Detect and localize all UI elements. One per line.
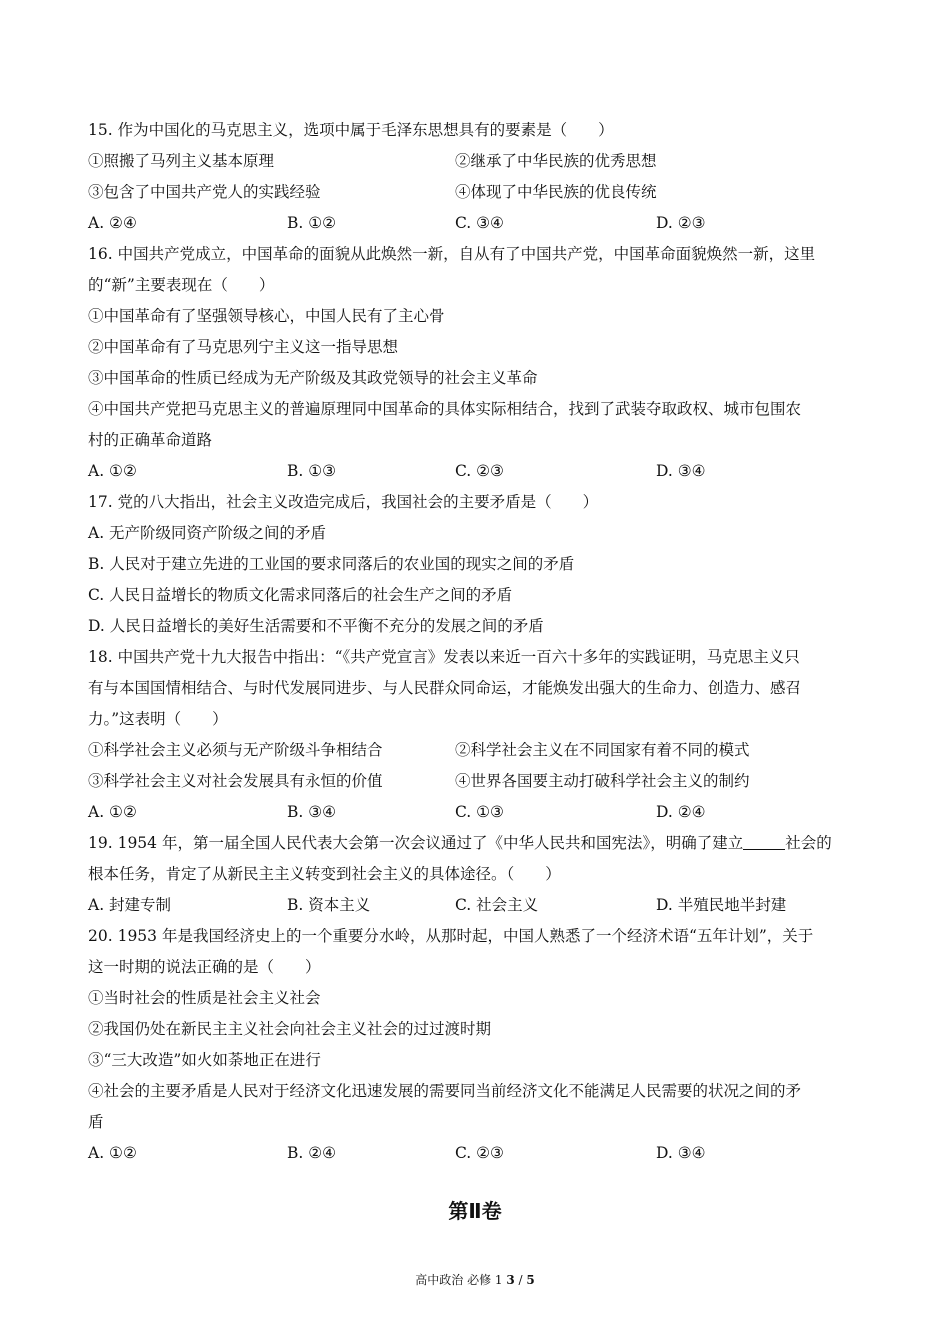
q18-item-2: ②科学社会主义在不同国家有着不同的模式 [455, 741, 750, 759]
footer-separator: / [514, 1273, 527, 1287]
q18-option-b[interactable]: B. ③④ [287, 803, 337, 821]
q20-option-d[interactable]: D. ③④ [656, 1144, 706, 1162]
q16-option-d[interactable]: D. ③④ [656, 462, 706, 480]
q15-items-row2 [88, 177, 868, 208]
q19-answer-blank[interactable] [743, 834, 785, 851]
q17-option-a[interactable]: A. 无产阶级同资产阶级之间的矛盾 [88, 524, 327, 542]
q18-options [88, 797, 868, 828]
q19-stem-part2: 社会的 [785, 834, 832, 852]
q16-option-a[interactable]: A. ①② [88, 462, 137, 480]
q15-option-c[interactable]: C. ③④ [455, 214, 504, 232]
q19-option-c[interactable]: C. 社会主义 [455, 896, 539, 914]
q15-item-3: ③包含了中国共产党人的实践经验 [88, 183, 321, 201]
q18-option-c[interactable]: C. ①③ [455, 803, 504, 821]
footer-page-total: 5 [526, 1273, 535, 1287]
q18-item-1: ①科学社会主义必须与无产阶级斗争相结合 [88, 741, 383, 759]
q18-items-row2 [88, 766, 868, 797]
q16-item-3: ③中国革命的性质已经成为无产阶级及其政党领导的社会主义革命 [88, 369, 538, 387]
q20-option-b[interactable]: B. ②④ [287, 1144, 337, 1162]
q20-item-4-line2: 盾 [88, 1113, 104, 1131]
q18-stem-line3: 力。”这表明（ ） [88, 710, 228, 728]
q17-option-d[interactable]: D. 人民日益增长的美好生活需要和不平衡不充分的发展之间的矛盾 [88, 617, 544, 635]
q19-stem-line2: 根本任务，肯定了从新民主主义转变到社会主义的具体途径。（ ） [88, 865, 561, 883]
q16-option-b[interactable]: B. ①③ [287, 462, 337, 480]
footer-page-number: 3 [506, 1273, 515, 1287]
q16-stem-line1: 16. 中国共产党成立，中国革命的面貌从此焕然一新，自从有了中国共产党，中国革命面貌焕然一新，这里 [88, 245, 816, 263]
q19-option-d[interactable]: D. 半殖民地半封建 [656, 896, 787, 914]
q18-option-d[interactable]: D. ②④ [656, 803, 706, 821]
q16-option-c[interactable]: C. ②③ [455, 462, 504, 480]
q20-option-c[interactable]: C. ②③ [455, 1144, 504, 1162]
q19-options [88, 890, 868, 921]
q15-item-1: ①照搬了马列主义基本原理 [88, 152, 275, 170]
q20-option-a[interactable]: A. ①② [88, 1144, 137, 1162]
q18-option-a[interactable]: A. ①② [88, 803, 137, 821]
q16-item-4-line1: ④中国共产党把马克思主义的普遍原理同中国革命的具体实际相结合，找到了武装夺取政权、城市包围农 [88, 400, 802, 418]
q16-stem-line2: 的“新”主要表现在（ ） [88, 276, 275, 294]
q16-options [88, 456, 868, 487]
footer-prefix: 高中政治 必修 1 [415, 1273, 507, 1287]
q20-options [88, 1138, 868, 1169]
page-footer [0, 1270, 950, 1290]
q15-option-d[interactable]: D. ②③ [656, 214, 706, 232]
q17-stem: 17. 党的八大指出，社会主义改造完成后，我国社会的主要矛盾是（ ） [88, 493, 599, 511]
q19-option-a[interactable]: A. 封建专制 [88, 896, 172, 914]
q18-stem-line1: 18. 中国共产党十九大报告中指出：“《共产党宣言》发表以来近一百六十多年的实践证明，马克思主义只 [88, 648, 800, 666]
q15-stem: 15. 作为中国化的马克思主义，选项中属于毛泽东思想具有的要素是（ ） [88, 121, 614, 139]
q19-stem-part1: 19. 1954 年，第一届全国人民代表大会第一次会议通过了《中华人民共和国宪法》，明确了建立 [88, 834, 744, 852]
q15-item-4: ④体现了中华民族的优良传统 [455, 183, 657, 201]
q20-item-4-line1: ④社会的主要矛盾是人民对于经济文化迅速发展的需要同当前经济文化不能满足人民需要的状况之间的矛 [88, 1082, 802, 1100]
q20-item-1: ①当时社会的性质是社会主义社会 [88, 989, 321, 1007]
q15-option-a[interactable]: A. ②④ [88, 214, 137, 232]
q15-items-row1 [88, 146, 868, 177]
q16-item-1: ①中国革命有了坚强领导核心，中国人民有了主心骨 [88, 307, 445, 325]
q15-options [88, 208, 868, 239]
q18-items-row1 [88, 735, 868, 766]
q18-item-4: ④世界各国要主动打破科学社会主义的制约 [455, 772, 750, 790]
q18-stem-line2: 有与本国国情相结合、与时代发展同进步、与人民群众同命运，才能焕发出强大的生命力、创造力、感召 [88, 679, 802, 697]
q18-item-3: ③科学社会主义对社会发展具有永恒的价值 [88, 772, 383, 790]
section-title: 第Ⅱ卷 [448, 1199, 502, 1223]
q15-option-b[interactable]: B. ①② [287, 214, 337, 232]
q17-option-c[interactable]: C. 人民日益增长的物质文化需求同落后的社会生产之间的矛盾 [88, 586, 513, 604]
q16-item-2: ②中国革命有了马克思列宁主义这一指导思想 [88, 338, 399, 356]
q15-item-2: ②继承了中华民族的优秀思想 [455, 152, 657, 170]
q19-stem-line1 [88, 828, 868, 859]
q16-item-4-line2: 村的正确革命道路 [88, 431, 213, 449]
q20-item-2: ②我国仍处在新民主主义社会向社会主义社会的过过渡时期 [88, 1020, 492, 1038]
q19-option-b[interactable]: B. 资本主义 [287, 896, 371, 914]
q17-option-b[interactable]: B. 人民对于建立先进的工业国的要求同落后的农业国的现实之间的矛盾 [88, 555, 575, 573]
q20-stem-line1: 20. 1953 年是我国经济史上的一个重要分水岭，从那时起，中国人熟悉了一个经济术语“五年计划”，关于 [88, 927, 814, 945]
q20-stem-line2: 这一时期的说法正确的是（ ） [88, 958, 321, 976]
q20-item-3: ③“三大改造”如火如荼地正在进行 [88, 1051, 321, 1069]
question-list [88, 115, 868, 1169]
